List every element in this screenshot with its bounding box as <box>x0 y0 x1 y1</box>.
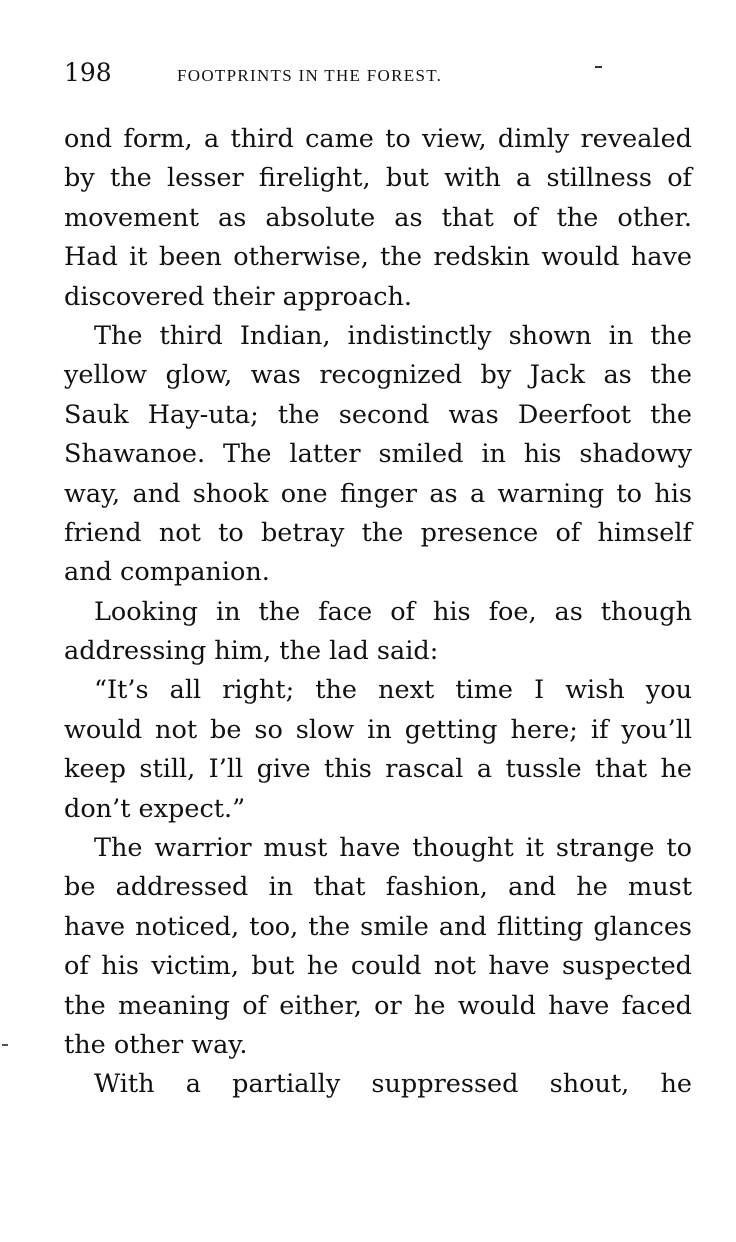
text-line: ond form, a third came to view, dimly revealed <box>64 124 692 154</box>
text-line: the other way. <box>64 1029 248 1060</box>
text-line: With a partially suppressed shout, he <box>94 1069 692 1100</box>
text-line: keep still, I’ll give this rascal a tussle that he <box>64 754 692 785</box>
text-line: the meaning of either, or he would have faced <box>64 990 692 1021</box>
text-line: be addressed in that fashion, and he must <box>64 872 692 903</box>
text-line: Sauk Hay-uta; the second was Deerfoot the <box>64 399 692 430</box>
text-line: have noticed, too, the smile and flitting glances <box>64 911 692 942</box>
text-line: “It’s all right; the next time I wish you <box>94 675 692 706</box>
text-line: of his victim, but he could not have suspected <box>64 951 692 982</box>
text-line: Looking in the face of his foe, as though <box>94 596 692 627</box>
page-body <box>64 120 692 1105</box>
text-line: Shawanoe. The latter smiled in his shadowy <box>64 439 692 470</box>
text-line: discovered their approach. <box>64 281 413 312</box>
page-header <box>64 56 624 96</box>
text-line: friend not to betray the presence of himself <box>64 517 692 548</box>
text-line: movement as absolute as that of the other. <box>64 202 692 233</box>
running-title: FOOTPRINTS IN THE FOREST. <box>177 66 443 85</box>
text-line: The third Indian, indistinctly shown in the <box>94 320 692 351</box>
text-line: and companion. <box>64 557 270 588</box>
text-line: yellow glow, was recognized by Jack as the <box>64 360 692 391</box>
print-mark <box>595 66 602 68</box>
text-line: Had it been otherwise, the redskin would have <box>64 242 692 273</box>
page-number: 198 <box>64 58 112 87</box>
text-line: don’t expect.” <box>64 793 246 824</box>
text-line: The warrior must have thought it strange to <box>94 833 692 864</box>
text-line: way, and shook one finger as a warning to his <box>64 478 692 509</box>
margin-mark <box>2 1044 8 1046</box>
text-line: addressing him, the lad said: <box>64 636 439 667</box>
text-line: would not be so slow in getting here; if you’ll <box>64 714 692 745</box>
text-line: by the lesser firelight, but with a stillness of <box>64 163 692 194</box>
